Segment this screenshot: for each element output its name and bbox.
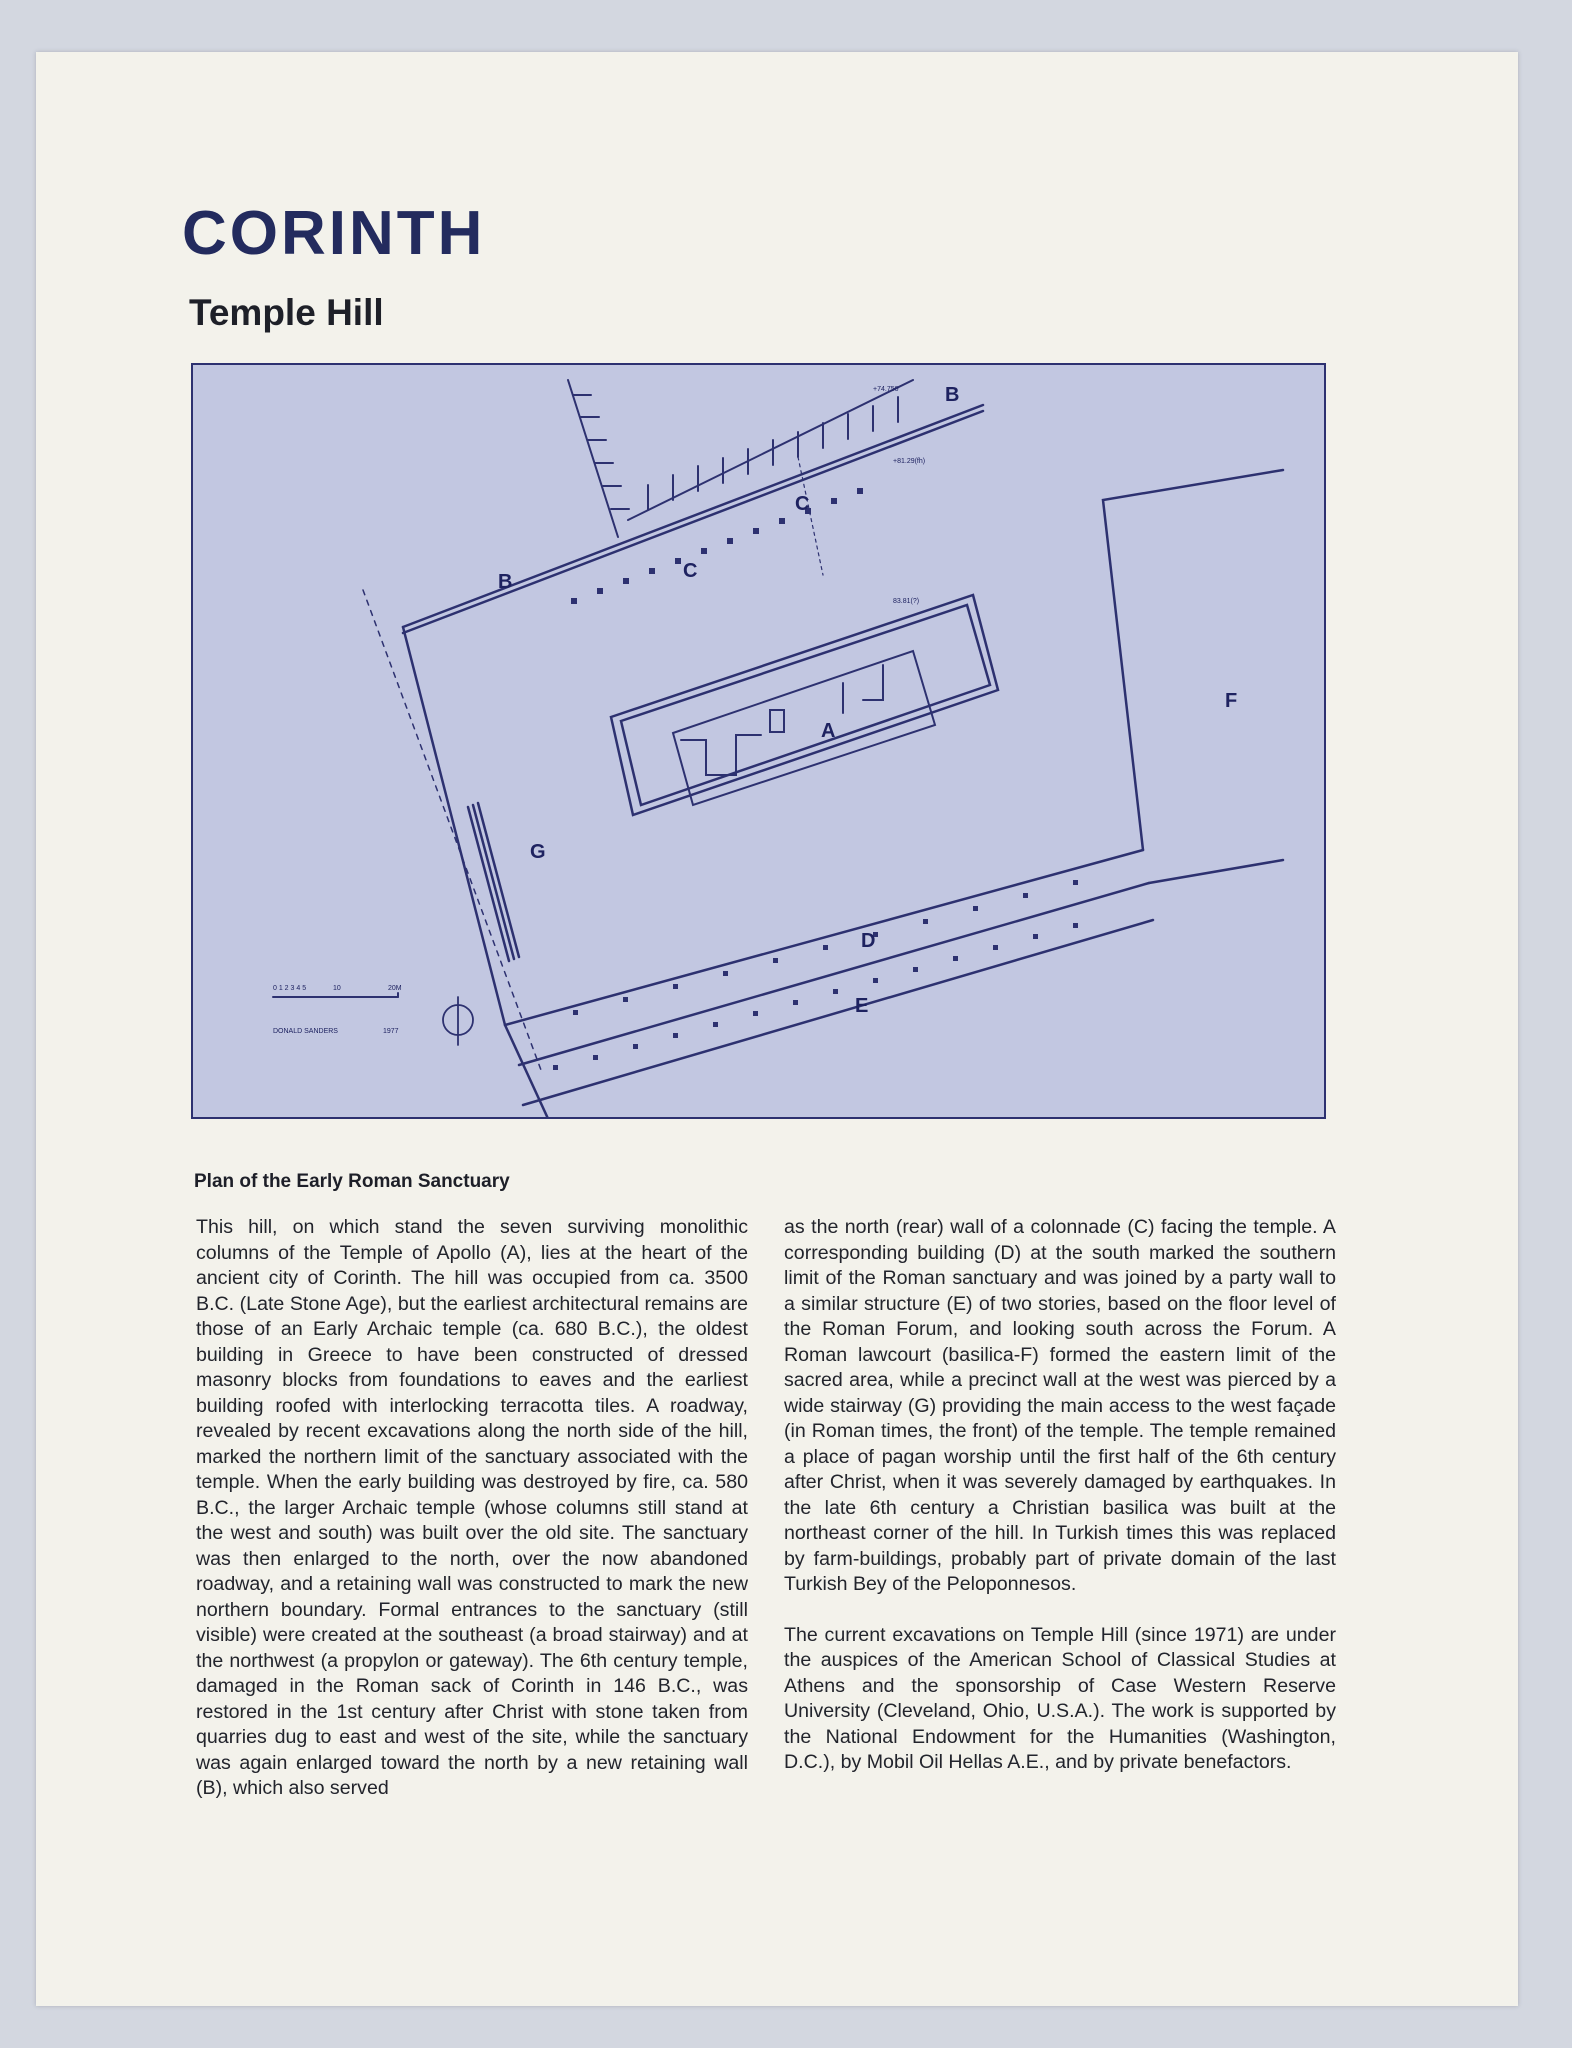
north-arrow-icon xyxy=(443,997,473,1045)
stairway-g xyxy=(468,803,519,961)
label-c-south: C xyxy=(683,560,698,582)
drawing-year: 1977 xyxy=(383,1028,399,1035)
drawing-credit: DONALD SANDERS xyxy=(273,1028,338,1035)
basilica-f-walls xyxy=(1103,470,1283,883)
page-title: CORINTH xyxy=(182,199,486,268)
elevation-1: +74.750 xyxy=(873,386,899,393)
south-stoa xyxy=(505,850,1153,1105)
scale-ticks: 0 1 2 3 4 5 xyxy=(273,985,307,992)
figure-caption: Plan of the Early Roman Sanctuary xyxy=(194,1171,510,1192)
temple-apollo-outline xyxy=(611,595,998,815)
site-plan-drawing xyxy=(193,365,1324,1117)
text-column-right xyxy=(784,1215,1336,1801)
scale-bar xyxy=(273,993,398,997)
site-plan-figure xyxy=(191,363,1326,1119)
elevation-3: 83.81(?) xyxy=(893,598,920,605)
page-subtitle: Temple Hill xyxy=(189,292,384,333)
body-paragraph-right-2: The current excavations on Temple Hill (since 1971) are under the auspices of the American School of Classical Studies at Athens and the sponsorship of Case Western Reserve University (Cleveland, Ohio, U.S.A.). The work is supported by the National Endowment for the Humanities (Washington, D.C.), by Mobil Oil Hellas A.E., and by private benefactors. xyxy=(784,1623,1336,1773)
west-precinct-wall xyxy=(403,627,505,1025)
north-rooms xyxy=(568,380,913,575)
label-b-north: B xyxy=(945,384,960,406)
retaining-wall-b xyxy=(403,405,983,627)
text-column-left xyxy=(196,1215,748,1827)
label-d: D xyxy=(861,930,876,952)
label-b-west: B xyxy=(498,571,513,593)
scale-end: 20M xyxy=(388,985,402,992)
body-paragraph-left: This hill, on which stand the seven surviving monolithic columns of the Temple of Apollo (A), lies at the heart of the ancient city of Corinth. The hill was occupied from ca. 3500 B.C. (Late Stone Age), but the earliest architectural remains are those of an Early Archaic temple (ca. 680 B.C.), the oldest building in Greece to have been constructed of dressed masonry blocks from foundations to eaves and the earliest building roofed with interlocking terracotta tiles. A roadway, revealed by recent excavations along the north side of the hill, marked the northern limit of the sanctuary associated with the temple. When the early building was destroyed by fire, ca. 580 B.C., the larger Archaic temple (whose columns still stand at the west and south) was built over the old site. The sanctuary was then enlarged to the north, over the now abandoned roadway, and a retaining wall was constructed to mark the new northern boundary. Formal entrances to the sanctuary (still visible) were created at the southeast (a broad stairway) and at the northwest (a propylon or gateway). The 6th century temple, damaged in the Roman sack of Corinth in 146 B.C., was restored in the 1st century after Christ with stone taken from quarries dug to east and west of the site, while the sanctuary was again enlarged toward the north by a new retaining wall (B), which also served xyxy=(196,1216,748,1799)
column-markers xyxy=(553,488,1078,1070)
scale-mid: 10 xyxy=(333,985,341,992)
label-f: F xyxy=(1225,690,1238,712)
document-page xyxy=(36,52,1518,2006)
label-g: G xyxy=(530,841,546,863)
label-e: E xyxy=(855,995,869,1017)
label-a: A xyxy=(821,720,836,742)
label-c-north: C xyxy=(795,493,810,515)
elevation-2: +81.29(fh) xyxy=(893,458,926,465)
body-paragraph-right-1: as the north (rear) wall of a colonnade (C) facing the temple. A corresponding building (D) at the south marked the southern limit of the Roman sanctuary and was joined by a party wall to a similar structure (E) of two stories, based on the floor level of the Roman Forum, and looking south across the Forum. A Roman lawcourt (basilica-F) formed the eastern limit of the sacred area, while a precinct wall at the west was pierced by a wide stairway (G) providing the main access to the west façade (in Roman times, the front) of the temple. The temple remained a place of pagan worship until the first half of the 6th century after Christ, when it was severely damaged by earthquakes. In the late 6th century a Christian basilica was built at the northeast corner of the hill. In Turkish times this was replaced by farm-buildings, probably part of private domain of the last Turkish Bey of the Peloponnesos. xyxy=(784,1216,1336,1595)
